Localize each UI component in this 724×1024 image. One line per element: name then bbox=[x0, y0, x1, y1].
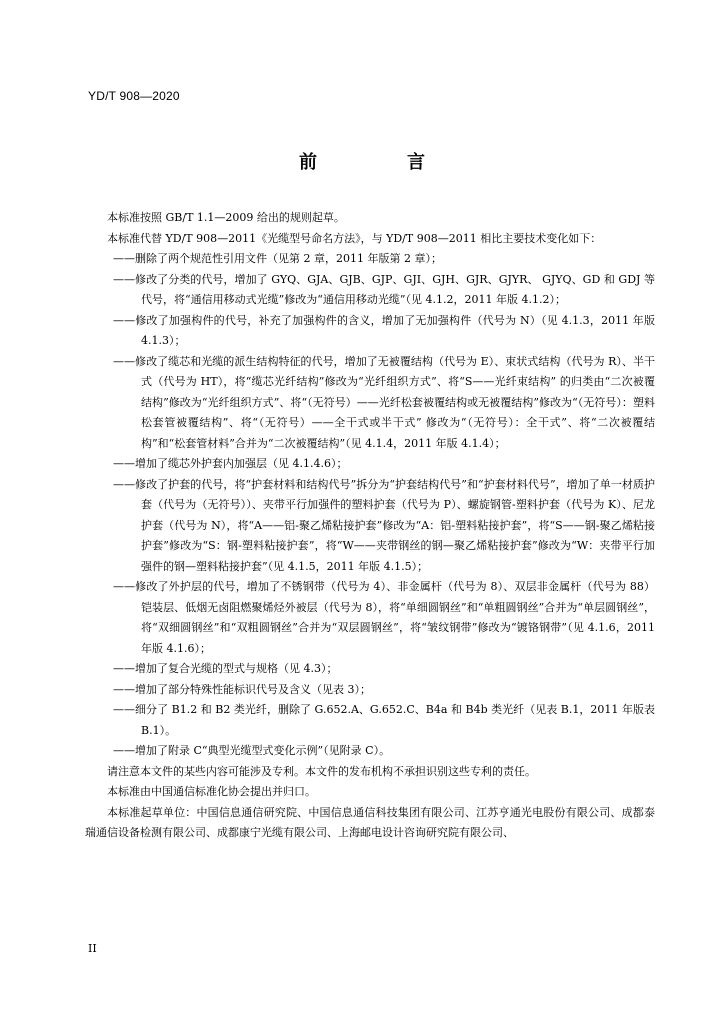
change-item: ——增加了缆芯外护套内加强层（见 4.1.4.6）； bbox=[113, 457, 348, 470]
change-item: ——细分了 B1.2 和 B2 类光纤，删除了 G.652.A、G.652.C、B4a 和 B4b 类光纤（见表 B.1，2011 年版表 B.1）。 bbox=[113, 703, 655, 737]
page-title bbox=[0, 148, 724, 174]
change-item: ——增加了部分特殊性能标识代号及含义（见表 3）； bbox=[113, 682, 371, 696]
change-item: ——增加了复合光缆的型式与规格（见 4.3）； bbox=[113, 662, 338, 675]
document-code: YD/T 908—2020 bbox=[88, 89, 180, 103]
document-body bbox=[85, 208, 655, 844]
paragraph: 请注意本文件的某些内容可能涉及专利。本文件的发布机构不承担识别这些专利的责任。 bbox=[107, 764, 536, 778]
page-number: II bbox=[88, 942, 97, 955]
change-item: ——修改了外护层的代号，增加了不锈钢带（代号为 4）、非金属杆（代号为 8）、双层非金属杆（代号为 88）铠装层、低烟无卤阻燃聚烯烃外被层（代号为 8），将“单细圆钢丝”和“单粗圆钢丝”合并为“单层圆钢丝”，将“双细圆钢丝”和“双粗圆钢丝”合并为“双层圆钢丝”，将“皱纹钢带”修改为“镀铬钢带”（见 4.1.6，2011 年版 4.1.6）； bbox=[113, 580, 655, 655]
change-item: ——修改了护套的代号，将“护套材料和结构代号”拆分为“护套结构代号”和“护套材料代号”，增加了单一材质护套（代号为（无符号））、夹带平行加强件的塑料护套（代号为 P）、螺旋钢管-塑料护套（代号为 K）、尼龙护套（代号为 N），将“A——铝-聚乙烯粘接护套”修改为“A：铝-塑料粘接护套”，将“S——钢-聚乙烯粘接护套”修改为“S：钢-塑料粘接护套”，将“W——夹带钢丝的钢—聚乙烯粘接护套”修改为“W：夹带平行加强件的钢—塑料粘接护套”（见 4.1.5，2011 年版 4.1.5）； bbox=[113, 477, 655, 573]
paragraph: 本标准按照 GB/T 1.1—2009 给出的规则起草。 bbox=[107, 211, 345, 224]
change-item: ——修改了分类的代号，增加了 GYQ、GJA、GJB、GJP、GJI、GJH、GJR、GJYR、 GJYQ、GD 和 GDJ 等代号，将“通信用移动式光缆”修改为“通信用移动光缆”（见 4.1.2，2011 年版 4.1.2）； bbox=[113, 272, 655, 306]
change-item: ——增加了附录 C“典型光缆型式变化示例”（见附录 C）。 bbox=[113, 744, 391, 757]
paragraph: 本标准由中国通信标准化协会提出并归口。 bbox=[107, 785, 316, 798]
page-title-text: 前 言 bbox=[299, 152, 461, 173]
change-item: ——修改了缆芯和光缆的派生结构特征的代号，增加了无被覆结构（代号为 E）、束状式结构（代号为 R）、半干式（代号为 HT），将“缆芯光纤结构”修改为“光纤组织方式”、将“S——光纤束结构” 的归类由“二次被覆结构”修改为“光纤组织方式”、将“（无符号）——光纤松套被覆结构或无被覆结构”修改为“（无符号）：塑料松套管被覆结构”、将“（无符号）——全干式或半干式” 修改为“（无符号）：全干式”、将“二次被覆结构”和“松套管材料”合并为“二次被覆结构”（见 4.1.4，2011 年版 4.1.4）； bbox=[113, 354, 655, 450]
paragraph: 本标准代替 YD/T 908—2011《光缆型号命名方法》，与 YD/T 908—2011 相比主要技术变化如下： bbox=[107, 231, 602, 245]
change-item: ——删除了两个规范性引用文件（见第 2 章，2011 年版第 2 章）； bbox=[113, 252, 442, 265]
paragraph: 本标准起草单位：中国信息通信研究院、中国信息通信科技集团有限公司、江苏亨通光电股份有限公司、成都泰瑞通信设备检测有限公司、成都康宁光缆有限公司、上海邮电设计咨询研究院有限公司、 bbox=[85, 805, 655, 839]
change-item: ——修改了加强构件的代号，补充了加强构件的含义，增加了无加强构件（代号为 N）（见 4.1.3，2011 年版 4.1.3）； bbox=[113, 313, 655, 347]
